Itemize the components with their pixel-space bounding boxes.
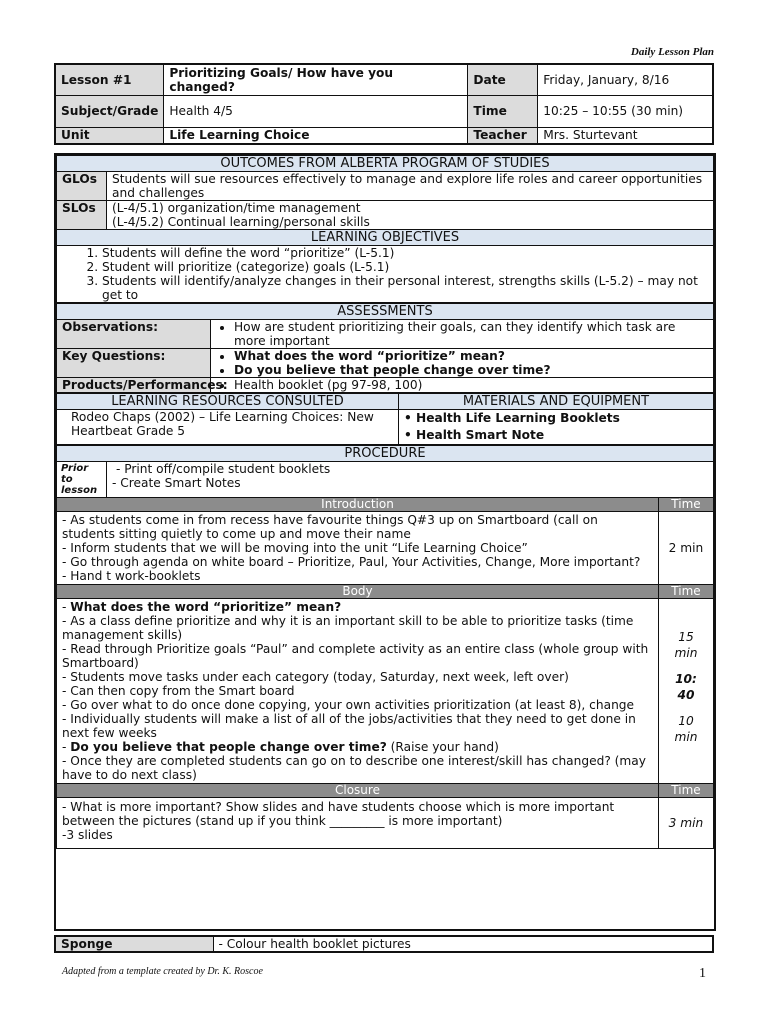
objectives-heading: LEARNING OBJECTIVES — [57, 230, 714, 246]
body-line: - Students move tasks under each category (today, Saturday, next week, left over) — [62, 670, 569, 684]
body-line: - Read through Prioritize goals “Paul” and complete activity as an entire class (whole group with Smartboard) — [62, 642, 649, 670]
closure-heading: Closure — [57, 784, 659, 798]
objectives-list-cell — [57, 246, 714, 303]
body-question: - Do you believe that people change over time? (Raise your hand) — [62, 740, 499, 754]
key-questions-label: Key Questions: — [57, 349, 211, 378]
glos-text: Students will sue resources effectively to manage and explore life roles and career opportunities and challenges — [107, 172, 714, 201]
lesson-title: Prioritizing Goals/ How have you changed? — [164, 64, 468, 95]
products-cell — [211, 378, 714, 393]
slos-line: (L-4/5.1) organization/time management — [112, 201, 361, 215]
materials-heading: MATERIALS AND EQUIPMENT — [399, 394, 714, 410]
slos-text — [107, 201, 714, 230]
assessments-heading: ASSESSMENTS — [57, 304, 714, 320]
prior-line: - Print off/compile student booklets — [116, 462, 331, 476]
prior-to-lesson-text — [107, 462, 714, 498]
date-label: Date — [468, 64, 538, 95]
document-title: Daily Lesson Plan — [630, 46, 714, 58]
body-time: 10 min — [674, 714, 698, 744]
sponge-table — [54, 935, 714, 953]
assessments-table — [56, 303, 714, 393]
objectives-list — [62, 246, 708, 302]
unit-value: Life Learning Choice — [164, 127, 468, 144]
date-value: Friday, January, 8/16 — [538, 64, 713, 95]
time-value: 10:25 – 10:55 (30 min) — [538, 95, 713, 127]
closure-text — [57, 798, 659, 849]
introduction-heading: Introduction — [57, 498, 659, 512]
body-line: - Once they are completed students can go on to describe one interest/skill has changed? (may have to do next class) — [62, 754, 646, 782]
materials-list — [399, 410, 714, 445]
closure-line: -3 slides — [62, 828, 113, 842]
teacher-label: Teacher — [468, 127, 538, 144]
procedure-heading: PROCEDURE — [57, 446, 714, 462]
slos-line: (L-4/5.2) Continual learning/personal skills — [112, 215, 370, 229]
resources-heading: LEARNING RESOURCES CONSULTED — [57, 394, 399, 410]
time-label: Time — [468, 95, 538, 127]
objective-item: 3. Students will identify/analyze changes in their personal interest, strengths skills (L-5.2) – may not get to — [102, 274, 708, 302]
body-line: - As a class define prioritize and why it is an important skill to be able to prioritize tasks (time management skills) — [62, 614, 634, 642]
intro-line: - As students come in from recess have favourite things Q#3 up on Smartboard (call on students sitting quietly to come up and move their name — [62, 513, 598, 541]
page-number: 1 — [699, 966, 706, 981]
time-header: Time — [658, 585, 713, 599]
template-credit: Adapted from a template created by Dr. K. Roscoe — [62, 966, 263, 977]
outcomes-heading: OUTCOMES FROM ALBERTA PROGRAM OF STUDIES — [57, 156, 714, 172]
material-item: • Health Smart Note — [404, 428, 545, 442]
prior-line: - Create Smart Notes — [112, 476, 241, 490]
key-question: • What does the word “prioritize” mean? — [234, 349, 708, 363]
resources-table — [56, 393, 714, 445]
body-question: - What does the word “prioritize” mean? — [62, 600, 342, 614]
unit-label: Unit — [55, 127, 164, 144]
closure-line: - What is more important? Show slides and have students choose which is more important between the pictures (stand up if you think _________ is more important) — [62, 800, 615, 828]
lesson-plan-body — [54, 153, 716, 931]
time-header: Time — [658, 498, 713, 512]
intro-time: 2 min — [658, 512, 713, 585]
sponge-text: - Colour health booklet pictures — [213, 936, 713, 952]
body-line: - Go over what to do once done copying, your own activities prioritization (at least 8), change — [62, 698, 635, 712]
intro-line: - Inform students that we will be moving into the unit “Life Learning Choice” — [62, 541, 528, 555]
products-text: • Health booklet (pg 97-98, 100) — [234, 378, 708, 392]
body-line: - Can then copy from the Smart board — [62, 684, 295, 698]
body-heading: Body — [57, 585, 659, 599]
body-line: - Individually students will make a list of all of the jobs/activities that they need to get done in next few weeks — [62, 712, 636, 740]
objective-item: 1. Students will define the word “prioritize” (L-5.1) — [102, 246, 708, 260]
observations-label: Observations: — [57, 320, 211, 349]
intro-line: - Hand t work-booklets — [62, 569, 201, 583]
intro-line: - Go through agenda on white board – Prioritize, Paul, Your Activities, Change, More important? — [62, 555, 641, 569]
teacher-value: Mrs. Sturtevant — [538, 127, 713, 144]
subject-value: Health 4/5 — [164, 95, 468, 127]
lesson-header-table — [54, 63, 714, 145]
observations-cell — [211, 320, 714, 349]
body-times — [658, 599, 713, 784]
glos-label: GLOs — [57, 172, 107, 201]
observations-text: • How are student prioritizing their goals, can they identify which task are more important — [234, 320, 708, 348]
slos-label: SLOs — [57, 201, 107, 230]
body-time: 15 min — [674, 630, 698, 660]
time-header: Time — [658, 784, 713, 798]
prior-to-lesson-label: Prior to lesson — [57, 462, 107, 498]
subject-label: Subject/Grade — [55, 95, 164, 127]
key-question: • Do you believe that people change over time? — [234, 363, 708, 377]
material-item: • Health Life Learning Booklets — [404, 411, 620, 425]
closure-time: 3 min — [658, 798, 713, 849]
key-questions-cell — [211, 349, 714, 378]
lesson-label: Lesson #1 — [55, 64, 164, 95]
sponge-label: Sponge — [55, 936, 213, 952]
body-text — [57, 599, 659, 784]
introduction-text — [57, 512, 659, 585]
outcomes-table — [56, 155, 714, 303]
objective-item: 2. Student will prioritize (categorize) goals (L-5.1) — [102, 260, 708, 274]
products-label: Products/Performances: — [57, 378, 211, 393]
body-time: 10: 40 — [675, 672, 697, 702]
procedure-table — [56, 445, 714, 849]
resources-text: Rodeo Chaps (2002) – Life Learning Choices: New Heartbeat Grade 5 — [57, 410, 399, 445]
